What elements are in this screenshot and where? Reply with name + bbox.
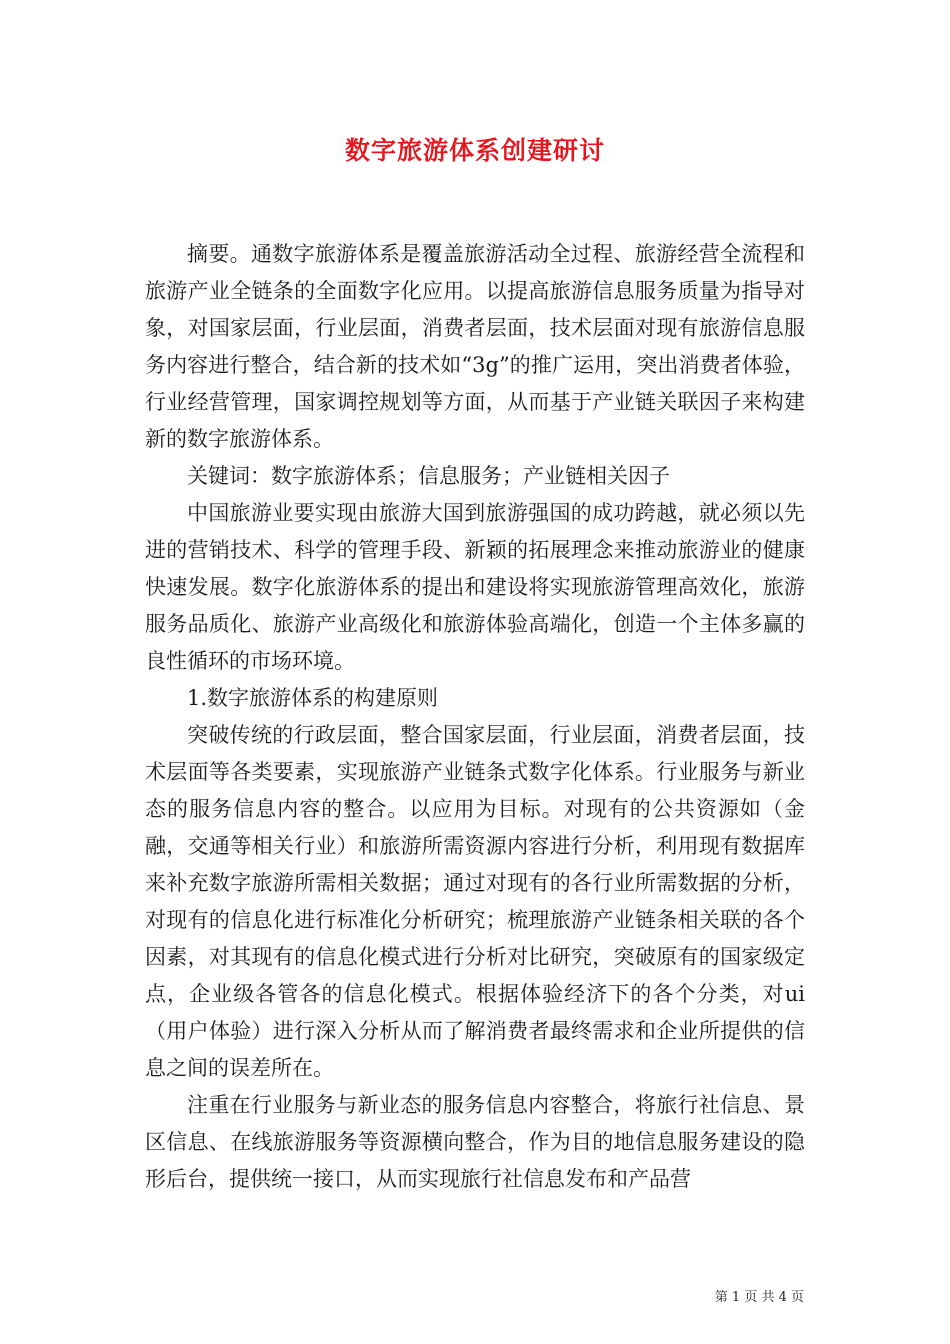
body-paragraph: 突破传统的行政层面，整合国家层面，行业层面，消费者层面，技术层面等各类要素，实现旅游产业链条式数字化体系。行业服务与新业态的服务信息内容的整合。以应用为目标。对现有的公共资源如（金融，交通等相关行业）和旅游所需资源内容进行分析，利用现有数据库来补充数字旅游所需相关数据；通过对现有的各行业所需数据的分析，对现有的信息化进行标准化分析研究；梳理旅游产业链条相关联的各个因素，对其现有的信息化模式进行分析对比研究，突破原有的国家级定点，企业级各管各的信息化模式。根据体验经济下的各个分类，对ui（用户体验）进行深入分析从而了解消费者最终需求和企业所提供的信息之间的误差所在。 xyxy=(145,723,805,1080)
page-number: 第 1 页 共 4 页 xyxy=(714,1290,804,1305)
body-paragraph: 注重在行业服务与新业态的服务信息内容整合，将旅行社信息、景区信息、在线旅游服务等资源横向整合，作为目的地信息服务建设的隐形后台，提供统一接口，从而实现旅行社信息发布和产品营 xyxy=(145,1093,805,1191)
keywords-paragraph: 关键词：数字旅游体系；信息服务；产业链相关因子 xyxy=(187,464,670,488)
abstract-paragraph: 摘要。通数字旅游体系是覆盖旅游活动全过程、旅游经营全流程和旅游产业全链条的全面数字化应用。以提高旅游信息服务质量为指导对象，对国家层面，行业层面，消费者层面，技术层面对现有旅游信息服务内容进行整合，结合新的技术如“3g”的推广运用，突出消费者体验，行业经营管理，国家调控规划等方面，从而基于产业链关联因子来构建新的数字旅游体系。 xyxy=(145,242,805,451)
intro-paragraph: 中国旅游业要实现由旅游大国到旅游强国的成功跨越，就必须以先进的营销技术、科学的管理手段、新颖的拓展理念来推动旅游业的健康快速发展。数字化旅游体系的提出和建设将实现旅游管理高效化，旅游服务品质化、旅游产业高级化和旅游体验高端化，创造一个主体多赢的良性循环的市场环境。 xyxy=(145,501,805,673)
document-title: 数字旅游体系创建研讨 xyxy=(344,136,605,165)
section-heading: 1.数字旅游体系的构建原则 xyxy=(187,686,439,710)
document-body xyxy=(145,236,805,1198)
